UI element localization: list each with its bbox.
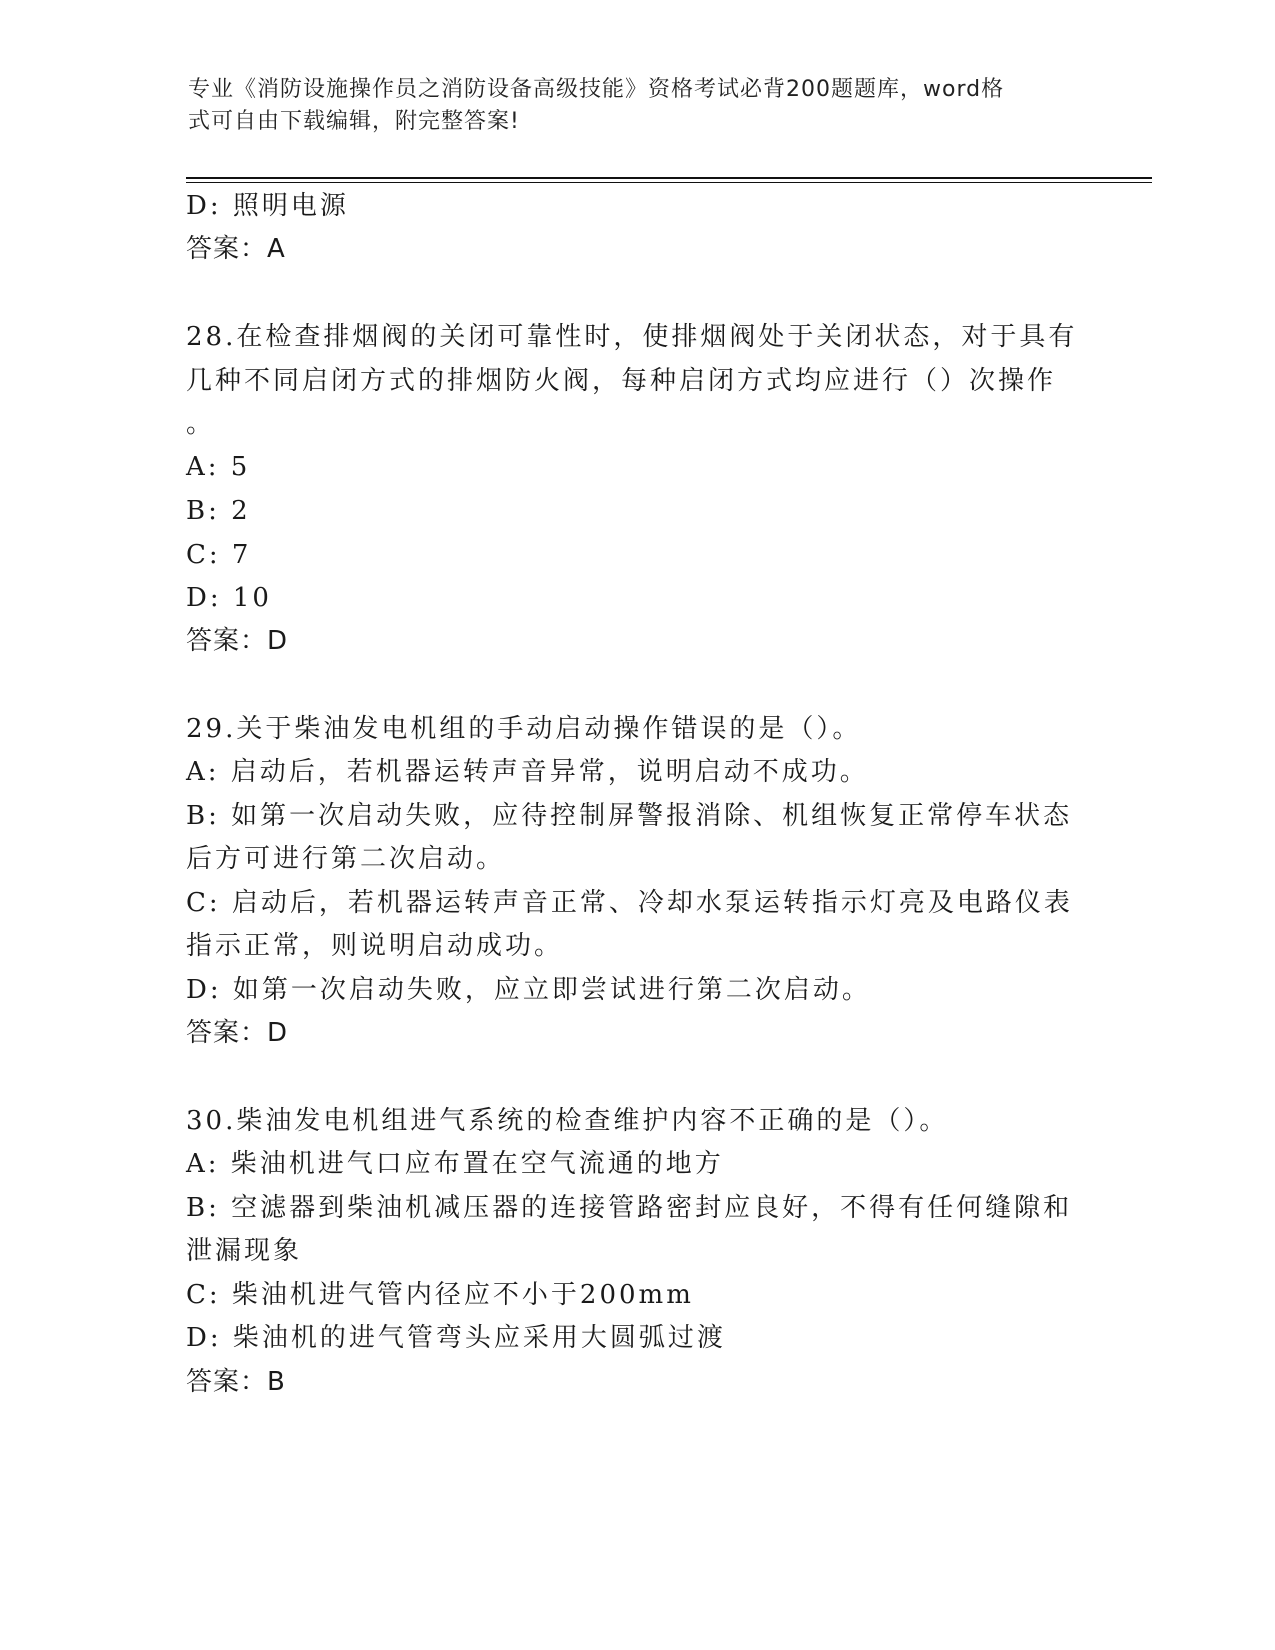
q29-option-a: A: 启动后，若机器运转声音异常，说明启动不成功。 [186, 757, 869, 787]
header-line-2: 式可自由下载编辑，附完整答案! [188, 109, 520, 134]
q30-answer: 答案：B [186, 1367, 286, 1397]
header-divider-thin [186, 182, 1152, 183]
header-line-1: 专业《消防设施操作员之消防设备高级技能》资格考试必背200题题库，word格 [188, 77, 1005, 102]
header-divider-thick [186, 177, 1152, 179]
q30-option-a: A: 柴油机进气口应布置在空气流通的地方 [186, 1149, 724, 1179]
q29-question-line-1: 29.关于柴油发电机组的手动启动操作错误的是（）。 [186, 714, 862, 744]
q30-option-c: C: 柴油机进气管内径应不小于200mm [186, 1280, 694, 1310]
q29-option-b-line-1: B: 如第一次启动失败，应待控制屏警报消除、机组恢复正常停车状态 [186, 801, 1073, 831]
q30-option-b-line-2: 泄漏现象 [186, 1236, 303, 1266]
q28-option-d: D: 10 [186, 583, 272, 613]
q29-option-c-line-2: 指示正常，则说明启动成功。 [186, 931, 564, 961]
q29-answer: 答案：D [186, 1018, 289, 1048]
q29-option-d: D: 如第一次启动失败，应立即尝试进行第二次启动。 [186, 975, 871, 1005]
q27-answer: 答案：A [186, 234, 286, 264]
q27-option-d: D: 照明电源 [186, 191, 349, 221]
q29-option-c-line-1: C: 启动后，若机器运转声音正常、冷却水泵运转指示灯亮及电路仪表 [186, 888, 1073, 918]
q29-option-b-line-2: 后方可进行第二次启动。 [186, 844, 506, 874]
q28-question-line-3: 。 [186, 409, 216, 439]
q28-option-a: A: 5 [186, 452, 251, 482]
q28-question-line-2: 几种不同启闭方式的排烟防火阀，每种启闭方式均应进行（）次操作 [186, 366, 1057, 396]
q30-option-b-line-1: B: 空滤器到柴油机减压器的连接管路密封应良好，不得有任何缝隙和 [186, 1193, 1073, 1223]
q30-question-line-1: 30.柴油发电机组进气系统的检查维护内容不正确的是（）。 [186, 1106, 949, 1136]
page-header [188, 74, 1068, 138]
q30-option-d: D: 柴油机的进气管弯头应采用大圆弧过渡 [186, 1323, 726, 1353]
q28-question-line-1: 28.在检查排烟阀的关闭可靠性时，使排烟阀处于关闭状态，对于具有 [186, 322, 1078, 352]
q28-option-b: B: 2 [186, 496, 251, 526]
q28-option-c: C: 7 [186, 540, 252, 570]
q28-answer: 答案：D [186, 626, 289, 656]
